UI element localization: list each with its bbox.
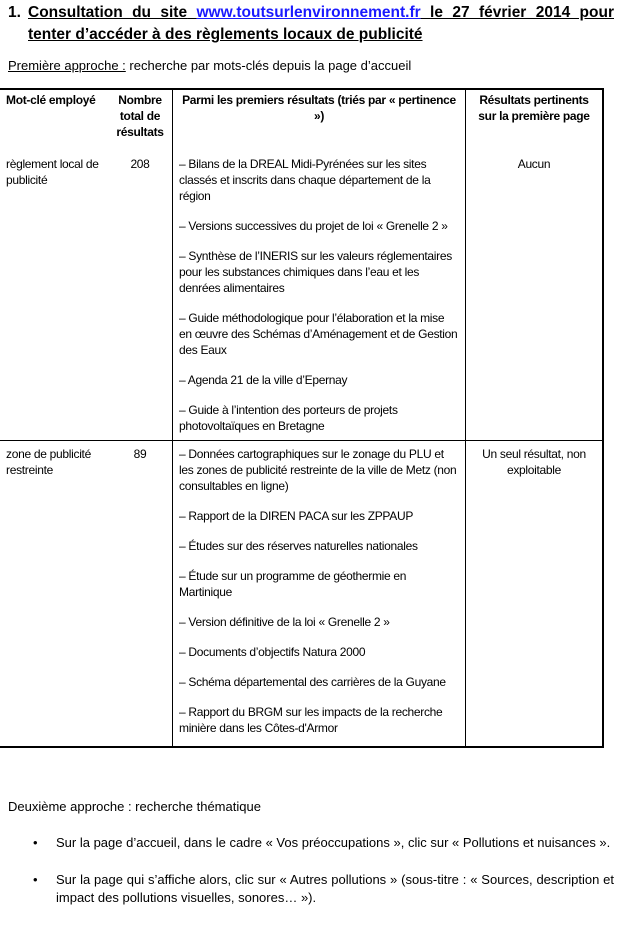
result-item: – Données cartographiques sur le zonage du PLU et les zones de publicité restreinte de la ville de Metz (non consultables en ligne) bbox=[179, 447, 457, 493]
result-item: – Agenda 21 de la ville d’Epernay bbox=[179, 373, 348, 387]
bullet-text: Sur la page qui s’affiche alors, clic sur « Autres pollutions » (sous-titre : « Sources, description et impact des pollutions visuelles, sonores… »). bbox=[56, 872, 614, 905]
second-approach: Deuxième approche : recherche thématique bbox=[8, 799, 261, 814]
result-item: – Rapport de la DIREN PACA sur les ZPPAUP bbox=[179, 509, 414, 523]
count-cell: 89 bbox=[133, 447, 147, 461]
result-item: – Versions successives du projet de loi « Grenelle 2 » bbox=[179, 219, 448, 233]
result-item: – Documents d’objectifs Natura 2000 bbox=[179, 645, 366, 659]
first-approach bbox=[8, 58, 411, 73]
results-cell bbox=[173, 152, 466, 441]
site-link[interactable]: www.toutsurlenvironnement.fr bbox=[196, 4, 421, 21]
keyword-cell: règlement local de publicité bbox=[0, 152, 108, 441]
bullet-icon: • bbox=[33, 872, 38, 887]
results-cell bbox=[173, 441, 466, 748]
result-item: – Version définitive de la loi « Grenelle 2 » bbox=[179, 615, 390, 629]
results-table bbox=[0, 88, 604, 748]
table-header bbox=[0, 89, 603, 152]
title-text: Consultation du site bbox=[28, 4, 188, 21]
header-count: Nombre total de résultats bbox=[116, 93, 164, 139]
header-results: Parmi les premiers résultats (triés par « pertinence ») bbox=[173, 89, 466, 152]
relevant-cell: Aucun bbox=[466, 152, 604, 441]
first-approach-label: Première approche : bbox=[8, 58, 126, 73]
result-item: – Étude sur un programme de géothermie en Martinique bbox=[179, 569, 407, 599]
bullet-text: Sur la page d’accueil, dans le cadre « Vos préoccupations », clic sur « Pollutions et nuisances ». bbox=[56, 835, 611, 850]
count-cell: 208 bbox=[108, 152, 173, 441]
result-item: – Rapport du BRGM sur les impacts de la recherche minière dans les Côtes-d'Armor bbox=[179, 705, 443, 735]
table-row bbox=[0, 152, 603, 441]
section-number: 1. bbox=[8, 4, 21, 21]
table-row bbox=[0, 441, 603, 748]
bullet-list bbox=[0, 834, 614, 926]
result-item: – Schéma départemental des carrières de la Guyane bbox=[179, 675, 446, 689]
result-item: – Bilans de la DREAL Midi-Pyrénées sur les sites classés et inscrits dans chaque département de la région bbox=[179, 157, 431, 203]
bullet-icon: • bbox=[33, 835, 38, 850]
result-item: – Guide méthodologique pour l’élaboration et la mise en œuvre des Schémas d’Aménagement et de Gestion des Eaux bbox=[179, 311, 458, 357]
header-relevant: Résultats pertinents sur la première page bbox=[478, 93, 590, 123]
result-item: – Synthèse de l’INERIS sur les valeurs réglementaires pour les substances chimiques dans l’eau et les denrées alimentaires bbox=[179, 249, 452, 295]
result-item: – Guide à l’intention des porteurs de projets photovoltaïques en Bretagne bbox=[179, 403, 398, 433]
relevant-cell: Un seul résultat, non exploitable bbox=[482, 447, 586, 477]
result-item: – Études sur des réserves naturelles nationales bbox=[179, 539, 418, 553]
first-approach-text: recherche par mots-clés depuis la page d’accueil bbox=[129, 58, 412, 73]
title-text-end: le 27 février 2014 pour tenter d’accéder à des règlements locaux de publicité bbox=[28, 4, 614, 43]
section-title bbox=[8, 2, 614, 46]
list-item bbox=[0, 871, 614, 907]
header-keyword: Mot-clé employé bbox=[6, 93, 96, 107]
list-item bbox=[0, 834, 614, 852]
keyword-cell: zone de publicité restreinte bbox=[6, 447, 91, 477]
